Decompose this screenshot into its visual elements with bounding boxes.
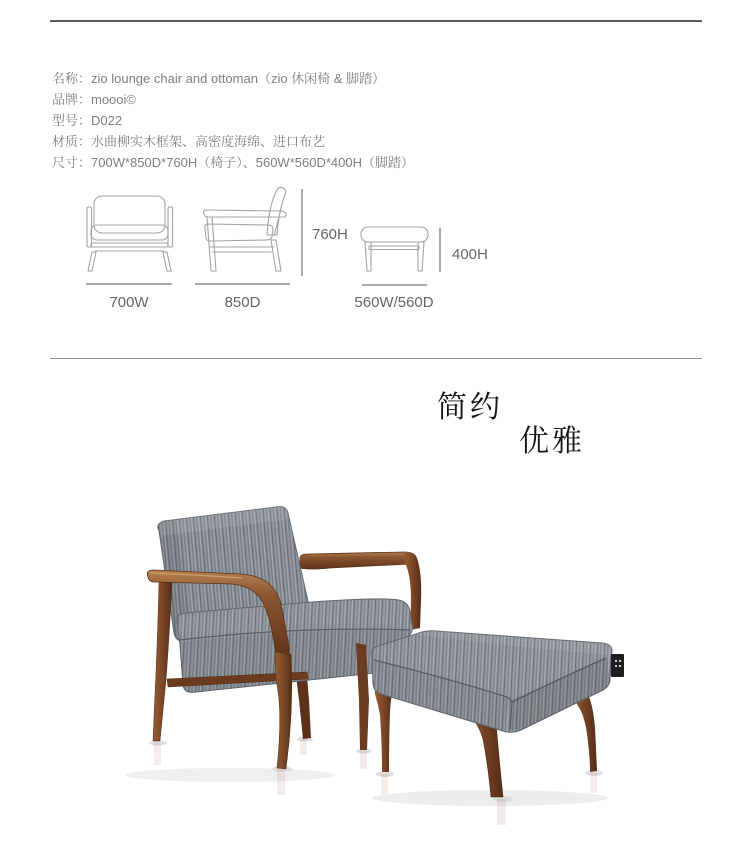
spec-line-size: 尺寸：700W*850D*760H（椅子）、560W*560D*400H（脚踏） bbox=[52, 155, 414, 170]
spec-line-material: 材质：水曲柳实木框架、高密度海绵、进口布艺 bbox=[52, 134, 326, 149]
chair-side-view-drawing bbox=[204, 187, 287, 271]
ottoman-height-label: 400H bbox=[452, 246, 488, 263]
tagline-word-2: 优雅 bbox=[519, 425, 585, 458]
chair-height-label: 760H bbox=[312, 226, 348, 243]
dimension-diagram bbox=[50, 182, 480, 292]
product-photo bbox=[100, 485, 660, 845]
ottoman-cushion bbox=[372, 631, 612, 732]
spec-line-model: 型号：D022 bbox=[52, 113, 123, 128]
ottoman-size-label: 560W/560D bbox=[354, 294, 434, 311]
brand-tag bbox=[611, 654, 624, 677]
chair-width-label: 700W bbox=[109, 294, 149, 311]
top-divider bbox=[50, 20, 702, 22]
middle-divider bbox=[50, 358, 702, 359]
chair-front-view-drawing bbox=[87, 196, 173, 271]
dimension-lines bbox=[86, 189, 440, 285]
product-specs bbox=[52, 68, 672, 173]
chair-depth-label: 850D bbox=[224, 294, 261, 311]
ottoman-drawing bbox=[361, 227, 428, 271]
spec-line-brand: 品牌：moooi© bbox=[52, 92, 136, 107]
tagline-word-1: 简约 bbox=[437, 391, 503, 424]
spec-line-name: 名称：zio lounge chair and ottoman（zio 休闲椅 & 脚踏） bbox=[52, 71, 386, 86]
